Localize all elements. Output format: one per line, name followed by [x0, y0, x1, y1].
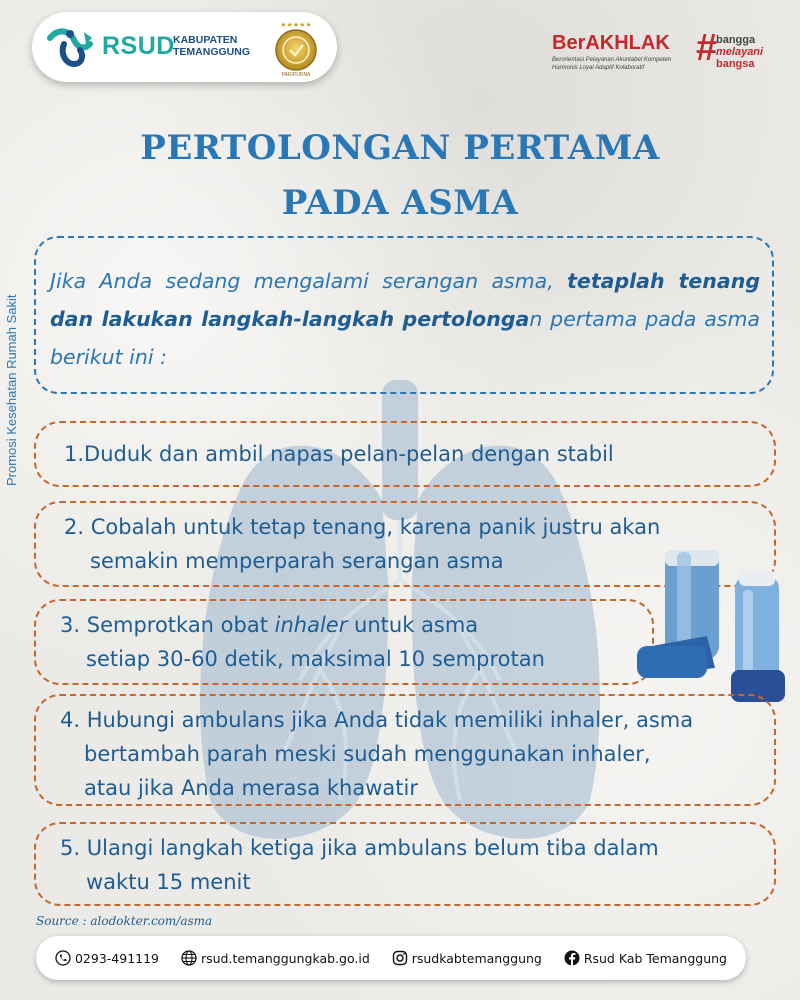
globe-icon — [181, 950, 197, 966]
hashtag-icon: # — [696, 27, 718, 69]
phone-contact[interactable]: 0293-491119 — [55, 950, 159, 966]
bangga-word: bangga — [716, 34, 756, 46]
step-3-text: 3. Semprotkan obat inhaler untuk asma setiap 30-60 detik, maksimal 10 semprotan — [60, 613, 545, 671]
logo-rsud-text: RSUD — [102, 32, 175, 60]
step-5-text: 5. Ulangi langkah ketiga jika ambulans belum tiba dalam waktu 15 menit — [60, 836, 659, 894]
page-title-line2: PADA ASMA — [281, 183, 519, 223]
inhaler-illustration-icon — [635, 540, 795, 710]
logo-kabupaten-text: KABUPATEN TEMANGGUNG — [173, 34, 250, 58]
page-title-line1: PERTOLONGAN PERTAMA — [140, 128, 660, 168]
instagram-link[interactable]: rsudkabtemanggung — [392, 950, 542, 966]
step-1-text: 1.Duduk dan ambil napas pelan-pelan dengan stabil — [64, 442, 614, 466]
award-label: PARIPURNA — [281, 72, 311, 78]
instagram-icon — [392, 950, 408, 966]
hospital-logo-banner — [32, 12, 337, 82]
phone-icon — [55, 950, 71, 966]
facebook-link[interactable]: Rsud Kab Temanggung — [564, 950, 727, 966]
melayani-word: melayani — [716, 46, 764, 58]
bangga-melayani-bangsa-logo — [696, 27, 780, 74]
contact-footer — [36, 936, 746, 980]
berakhlak-tagline: Berorientasi Pelayanan Akuntabel Kompeten Harmonis Loyal Adaptif Kolaboratif — [552, 57, 672, 71]
website-link[interactable]: rsud.temanggungkab.go.id — [181, 950, 370, 966]
intro-emphasis: tetaplah tenang dan lakukan langkah-langkah pertolonga — [50, 269, 760, 331]
step-4-text: 4. Hubungi ambulans jika Anda tidak memiliki inhaler, asma bertambah parah meski sudah menggunakan inhaler, atau jika Anda merasa khawatir — [60, 708, 694, 800]
berakhlak-logo: BerAKHLAK — [552, 32, 670, 54]
step-2-text: 2. Cobalah untuk tetap tenang, karena panik justru akan semakin memperparah serangan asma — [64, 515, 661, 573]
paripurna-award-icon — [268, 18, 324, 76]
svg-text:★★★★★: ★★★★★ — [280, 21, 312, 29]
intro-text: Jika Anda sedang mengalami serangan asma, tetaplah tenang dan lakukan langkah-langkah pertolongan pertama pada asma berikut ini : — [50, 269, 760, 369]
facebook-icon — [564, 950, 580, 966]
side-label: Promosi Kesehatan Rumah Sakit — [4, 294, 19, 486]
rsud-logo-icon — [44, 24, 96, 72]
source-citation: Source : alodokter.com/asma — [36, 914, 213, 928]
bangsa-word: bangsa — [716, 58, 755, 70]
